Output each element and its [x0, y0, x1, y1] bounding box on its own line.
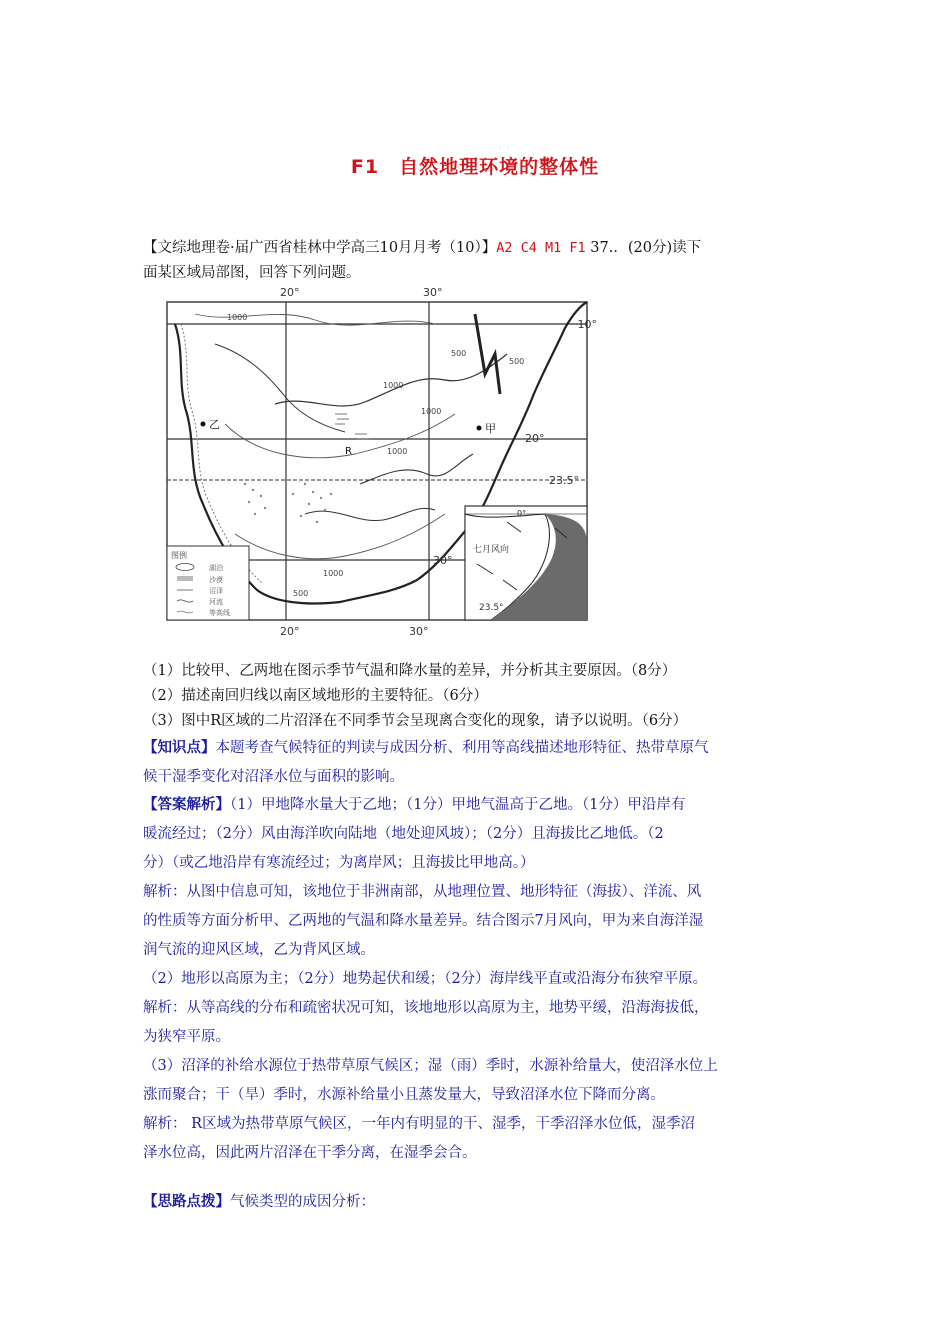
answer-line: 解析：从等高线的分布和疏密状况可知，该地地形以高原为主，地势平缓，沿海海拔低， — [143, 1000, 709, 1016]
question-2: （2）描述南回归线以南区域地形的主要特征。（6分） — [143, 688, 488, 704]
tips-tag: 【思路点拨】 — [143, 1193, 230, 1210]
page-title: F1 自然地理环境的整体性 — [350, 156, 600, 178]
answer-line: 的性质等方面分析甲、乙两地的气温和降水量差异。结合图示7月风向，甲为来自海洋湿 — [143, 913, 704, 929]
lon-label-20: 20° — [280, 286, 300, 299]
inset-lat-0: 0° — [517, 509, 527, 518]
question-1: （1）比较甲、乙两地在图示季节气温和降水量的差异，并分析其主要原因。（8分） — [143, 663, 677, 679]
contour-label: 1000 — [421, 407, 442, 416]
contour-label: 1000 — [387, 447, 408, 456]
lon-label-20-bottom: 20° — [280, 625, 300, 638]
knowledge-tag: 【知识点】 — [143, 739, 216, 756]
answer-line: 润气流的迎风区域，乙为背风区域。 — [143, 942, 375, 958]
question-3: （3）图中R区域的二片沼泽在不同季节会呈现离合变化的现象，请予以说明。（6分） — [143, 713, 688, 729]
answer-line: 为狭窄平原。 — [143, 1029, 230, 1045]
answer-tag: 【答案解析】 — [143, 796, 230, 813]
source-line2: 面某区域局部图，回答下列问题。 — [143, 265, 361, 281]
legend-swamp: 沼泽 — [209, 587, 223, 595]
inset-lat-23-5: 23.5° — [479, 603, 504, 613]
answer-line: 涨而聚合；干（旱）季时，水源补给量小且蒸发量大，导致沼泽水位下降而分离。 — [143, 1087, 665, 1103]
contour-label: 500 — [451, 349, 467, 358]
lon-label-30-bottom: 30° — [409, 625, 429, 638]
region-map — [155, 284, 595, 640]
point-jia-label: 甲 — [485, 422, 496, 435]
tips-text: 气候类型的成因分析： — [230, 1194, 375, 1210]
legend-desert: 沙漠 — [209, 576, 223, 584]
answer-line: 解析：从图中信息可知，该地位于非洲南部，从地理位置、地形特征（海拔）、洋流、风 — [143, 884, 702, 900]
tips-paragraph — [143, 1187, 823, 1217]
contour-label: 1000 — [323, 569, 344, 578]
legend-river: 河流 — [209, 598, 223, 606]
legend-lake: 湖泊 — [209, 564, 223, 572]
contour-label: 1000 — [227, 313, 248, 322]
point-yi-label: 乙 — [209, 418, 220, 431]
source-prefix: 【文综地理卷·届广西省桂林中学高三10月月考（10）】 — [143, 240, 497, 256]
lat-label-23-5: 23.5° — [549, 474, 579, 487]
legend-contour: 等高线 — [209, 609, 230, 617]
knowledge-text-2: 候干湿季变化对沼泽水位与面积的影响。 — [143, 769, 404, 785]
answer-line: 泽水位高，因此两片沼泽在干季分离，在湿季会合。 — [143, 1145, 477, 1161]
legend-title: 图例 — [171, 551, 187, 560]
contour-label: 500 — [509, 357, 525, 366]
contour-label: 1000 — [383, 381, 404, 390]
answer-line: （1）甲地降水量大于乙地；（1分）甲地气温高于乙地。（1分）甲沿岸有 — [230, 797, 686, 813]
answer-line: 暖流经过；（2分）风由海洋吹向陆地（地处迎风坡）；（2分）且海拔比乙地低。（2 — [143, 826, 664, 842]
source-paragraph — [143, 236, 815, 286]
question-number: 37.．(20分)读下 — [590, 240, 702, 256]
answer-line: （3）沼泽的补给水源位于热带草原气候区；湿（雨）季时，水源补给量大，使沼泽水位上 — [143, 1058, 718, 1074]
inset-map — [465, 506, 587, 620]
point-r-label: R — [345, 446, 352, 457]
lat-label-30: 30° — [433, 554, 453, 567]
point-yi-marker — [201, 422, 206, 427]
inset-title: 七月风向 — [473, 545, 510, 555]
knowledge-text: 本题考查气候特征的判读与成因分析、利用等高线描述地形特征、热带草原气 — [215, 740, 709, 756]
answer-line: 分）（或乙地沿岸有寒流经过；为离岸风；且海拔比甲地高。） — [143, 855, 535, 871]
source-codes: A2 C4 M1 F1 — [496, 240, 586, 256]
contour-label: 500 — [293, 589, 309, 598]
knowledge-paragraph — [143, 733, 823, 792]
point-jia-marker — [477, 426, 482, 431]
answer-block — [143, 790, 823, 1168]
lat-label-10: 10° — [577, 318, 597, 331]
answer-line: 解析： R区域为热带草原气候区，一年内有明显的干、湿季，干季沼泽水位低，湿季沼 — [143, 1116, 696, 1132]
lat-label-20: 20° — [525, 432, 545, 445]
lon-label-30: 30° — [423, 286, 443, 299]
map-legend — [167, 546, 249, 620]
answer-line: （2）地形以高原为主；（2分）地势起伏和缓；（2分）海岸线平直或沿海分布狭窄平原。 — [143, 971, 708, 987]
